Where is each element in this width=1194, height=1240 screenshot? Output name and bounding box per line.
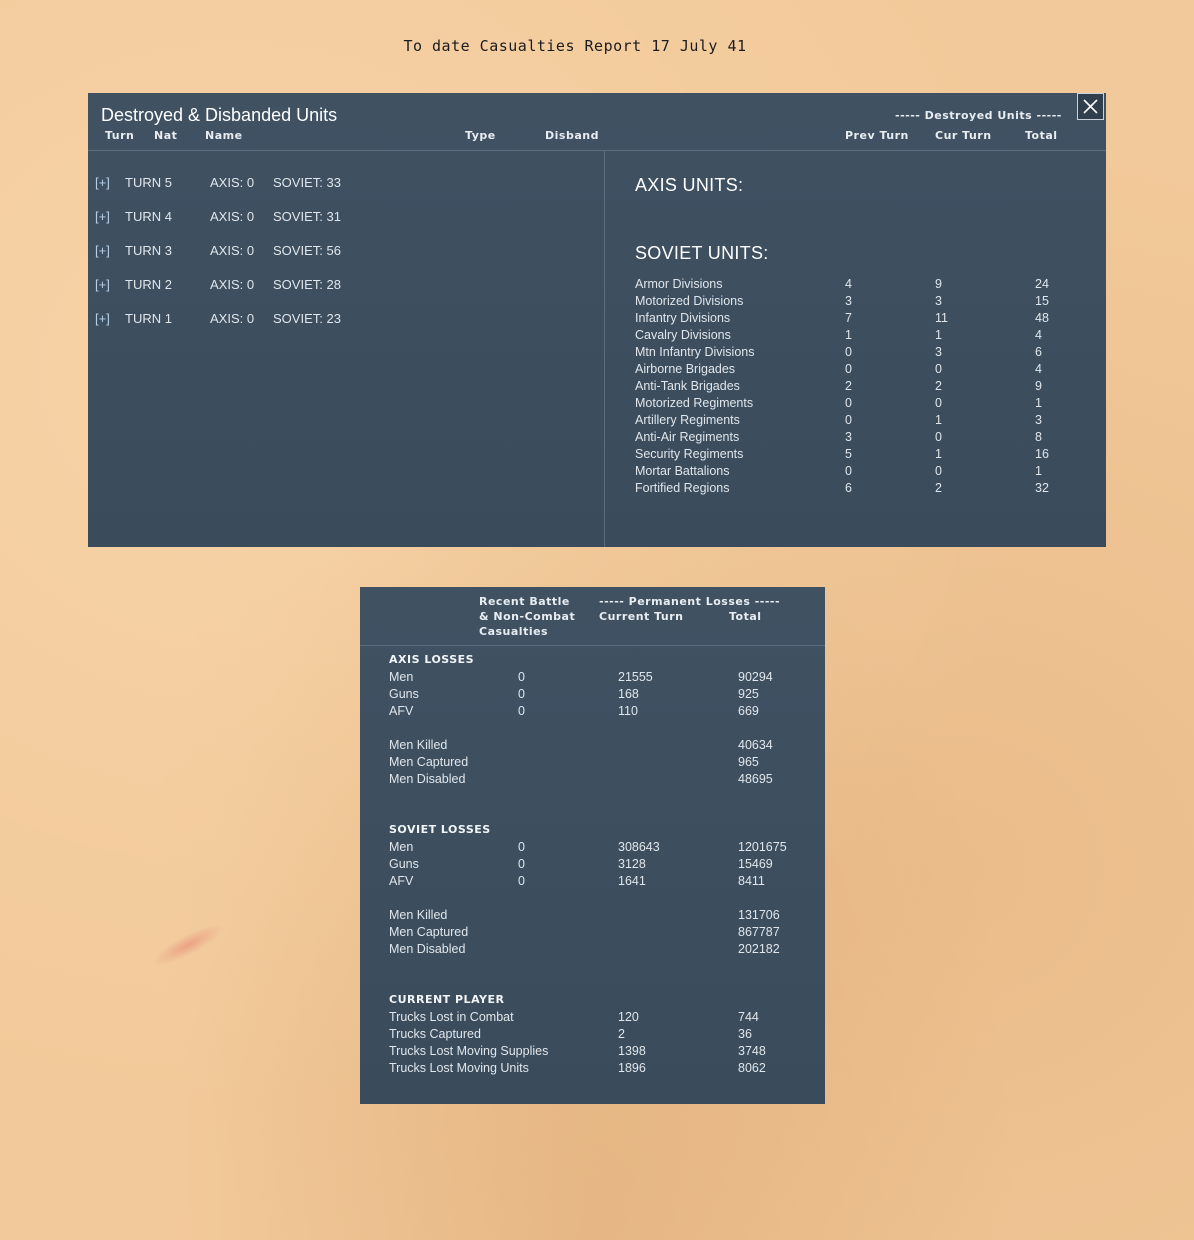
panel-title: Destroyed & Disbanded Units xyxy=(101,105,338,125)
recent-value: 0 xyxy=(518,857,525,871)
turn-label: TURN 3 xyxy=(125,243,172,258)
total-value: 131706 xyxy=(738,908,780,922)
loss-label: Men Disabled xyxy=(389,772,466,786)
cur-turn-value: 11 xyxy=(935,311,948,325)
prev-turn-value: 7 xyxy=(845,311,852,325)
cur-turn-value: 2 xyxy=(935,481,942,495)
cur-turn-value: 3 xyxy=(935,345,942,359)
current-turn-value: 21555 xyxy=(618,670,653,684)
col-header-disband[interactable]: Disband xyxy=(545,129,599,142)
unit-type-name: Security Regiments xyxy=(635,447,744,461)
col-header-recent-1: Recent Battle xyxy=(479,595,570,608)
soviet-count: SOVIET: 56 xyxy=(273,243,341,258)
loss-label: Men Captured xyxy=(389,925,469,939)
loss-label: Trucks Lost Moving Supplies xyxy=(389,1044,549,1058)
report-title: To date Casualties Report 17 July 41 xyxy=(403,37,747,55)
unit-type-name: Motorized Regiments xyxy=(635,396,754,410)
total-value: 4 xyxy=(1035,362,1042,376)
loss-label: Men xyxy=(389,840,414,854)
col-header-recent-2: & Non-Combat xyxy=(479,610,576,623)
current-turn-value: 1398 xyxy=(618,1044,646,1058)
paper-stain xyxy=(148,917,228,972)
cur-turn-value: 1 xyxy=(935,328,942,342)
cur-turn-value: 9 xyxy=(935,277,942,291)
unit-type-name: Mtn Infantry Divisions xyxy=(635,345,755,359)
col-header-turn[interactable]: Turn xyxy=(105,129,135,142)
prev-turn-value: 1 xyxy=(845,328,852,342)
axis-count: AXIS: 0 xyxy=(210,175,255,190)
total-value: 15 xyxy=(1035,294,1049,308)
unit-type-name: Mortar Battalions xyxy=(635,464,730,478)
prev-turn-value: 0 xyxy=(845,464,852,478)
total-value: 16 xyxy=(1035,447,1049,461)
loss-label: Trucks Lost in Combat xyxy=(389,1010,514,1024)
turn-label: TURN 2 xyxy=(125,277,172,292)
cur-turn-value: 0 xyxy=(935,464,942,478)
col-header-total: Total xyxy=(1025,129,1058,142)
cur-turn-value: 1 xyxy=(935,447,942,461)
total-value: 36 xyxy=(738,1027,752,1041)
recent-value: 0 xyxy=(518,704,525,718)
loss-label: AFV xyxy=(389,704,414,718)
col-header-nat[interactable]: Nat xyxy=(154,129,178,142)
soviet-count: SOVIET: 31 xyxy=(273,209,341,224)
total-value: 1 xyxy=(1035,396,1042,410)
total-value: 965 xyxy=(738,755,759,769)
close-icon xyxy=(1082,98,1099,115)
col-header-prev-turn: Prev Turn xyxy=(845,129,909,142)
turn-label: TURN 5 xyxy=(125,175,172,190)
expand-toggle[interactable]: [+] xyxy=(95,175,110,190)
col-header-name[interactable]: Name xyxy=(205,129,243,142)
total-value: 4 xyxy=(1035,328,1042,342)
destroyed-units-group-header: ----- Destroyed Units ----- xyxy=(895,109,1062,122)
total-value: 867787 xyxy=(738,925,780,939)
recent-value: 0 xyxy=(518,687,525,701)
prev-turn-value: 4 xyxy=(845,277,852,291)
axis-count: AXIS: 0 xyxy=(210,277,255,292)
recent-value: 0 xyxy=(518,840,525,854)
loss-label: AFV xyxy=(389,874,414,888)
unit-type-name: Infantry Divisions xyxy=(635,311,731,325)
loss-label: Trucks Lost Moving Units xyxy=(389,1061,529,1075)
total-value: 3 xyxy=(1035,413,1042,427)
cur-turn-value: 0 xyxy=(935,396,942,410)
total-value: 32 xyxy=(1035,481,1049,495)
total-value: 1201675 xyxy=(738,840,787,854)
soviet-count: SOVIET: 23 xyxy=(273,311,341,326)
soviet-count: SOVIET: 28 xyxy=(273,277,341,292)
current-turn-value: 1896 xyxy=(618,1061,646,1075)
total-value: 3748 xyxy=(738,1044,766,1058)
loss-label: Trucks Captured xyxy=(389,1027,481,1041)
unit-type-name: Anti-Tank Brigades xyxy=(635,379,740,393)
prev-turn-value: 3 xyxy=(845,430,852,444)
total-value: 6 xyxy=(1035,345,1042,359)
turn-row[interactable] xyxy=(88,175,604,195)
total-value: 8 xyxy=(1035,430,1042,444)
losses-panel xyxy=(360,587,825,1104)
expand-toggle[interactable]: [+] xyxy=(95,243,110,258)
col-header-cur-turn: Cur Turn xyxy=(935,129,992,142)
expand-toggle[interactable]: [+] xyxy=(95,277,110,292)
expand-toggle[interactable]: [+] xyxy=(95,209,110,224)
recent-value: 0 xyxy=(518,670,525,684)
loss-label: Men xyxy=(389,670,414,684)
axis-count: AXIS: 0 xyxy=(210,243,255,258)
current-turn-value: 120 xyxy=(618,1010,639,1024)
axis-units-heading: AXIS UNITS: xyxy=(635,175,744,195)
total-value: 669 xyxy=(738,704,759,718)
recent-value: 0 xyxy=(518,874,525,888)
current-player-heading: CURRENT PLAYER xyxy=(389,993,505,1006)
loss-label: Men Captured xyxy=(389,755,469,769)
current-turn-value: 1641 xyxy=(618,874,646,888)
prev-turn-value: 2 xyxy=(845,379,852,393)
total-value: 9 xyxy=(1035,379,1042,393)
loss-label: Guns xyxy=(389,687,419,701)
soviet-units-heading: SOVIET UNITS: xyxy=(635,243,769,263)
unit-type-name: Airborne Brigades xyxy=(635,362,736,376)
cur-turn-value: 2 xyxy=(935,379,942,393)
total-value: 744 xyxy=(738,1010,759,1024)
total-value: 24 xyxy=(1035,277,1049,291)
destroyed-units-panel xyxy=(88,93,1106,547)
unit-type-name: Cavalry Divisions xyxy=(635,328,731,342)
prev-turn-value: 0 xyxy=(845,362,852,376)
col-header-current-turn: Current Turn xyxy=(599,610,684,623)
total-value: 8062 xyxy=(738,1061,766,1075)
prev-turn-value: 5 xyxy=(845,447,852,461)
turn-label: TURN 4 xyxy=(125,209,172,224)
turn-row[interactable] xyxy=(88,243,604,263)
prev-turn-value: 0 xyxy=(845,396,852,410)
current-turn-value: 2 xyxy=(618,1027,625,1041)
expand-toggle[interactable]: [+] xyxy=(95,311,110,326)
unit-type-name: Anti-Air Regiments xyxy=(635,430,740,444)
loss-label: Guns xyxy=(389,857,419,871)
total-value: 202182 xyxy=(738,942,780,956)
current-turn-value: 3128 xyxy=(618,857,646,871)
unit-type-name: Motorized Divisions xyxy=(635,294,744,308)
soviet-count: SOVIET: 33 xyxy=(273,175,341,190)
prev-turn-value: 0 xyxy=(845,413,852,427)
loss-label: Men Killed xyxy=(389,738,448,752)
turn-row[interactable] xyxy=(88,311,604,331)
total-value: 15469 xyxy=(738,857,773,871)
total-value: 90294 xyxy=(738,670,773,684)
soviet-losses-heading: SOVIET LOSSES xyxy=(389,823,491,836)
col-header-type[interactable]: Type xyxy=(465,129,496,142)
total-value: 8411 xyxy=(738,874,765,888)
loss-label: Men Disabled xyxy=(389,942,466,956)
unit-type-name: Fortified Regions xyxy=(635,481,730,495)
unit-type-name: Armor Divisions xyxy=(635,277,723,291)
unit-type-name: Artillery Regiments xyxy=(635,413,740,427)
loss-label: Men Killed xyxy=(389,908,448,922)
current-turn-value: 168 xyxy=(618,687,639,701)
axis-count: AXIS: 0 xyxy=(210,209,255,224)
total-value: 48 xyxy=(1035,311,1049,325)
col-header-recent-3: Casualties xyxy=(479,625,549,638)
column-divider xyxy=(604,151,605,547)
cur-turn-value: 0 xyxy=(935,430,942,444)
axis-count: AXIS: 0 xyxy=(210,311,255,326)
turn-label: TURN 1 xyxy=(125,311,172,326)
total-value: 925 xyxy=(738,687,759,701)
prev-turn-value: 0 xyxy=(845,345,852,359)
cur-turn-value: 0 xyxy=(935,362,942,376)
turn-row[interactable] xyxy=(88,277,604,297)
close-button[interactable] xyxy=(1077,93,1104,120)
turn-row[interactable] xyxy=(88,209,604,229)
axis-losses-heading: AXIS LOSSES xyxy=(389,653,475,666)
cur-turn-value: 1 xyxy=(935,413,942,427)
current-turn-value: 308643 xyxy=(618,840,660,854)
header-divider xyxy=(360,645,825,646)
total-value: 48695 xyxy=(738,772,773,786)
prev-turn-value: 6 xyxy=(845,481,852,495)
total-value: 40634 xyxy=(738,738,773,752)
prev-turn-value: 3 xyxy=(845,294,852,308)
cur-turn-value: 3 xyxy=(935,294,942,308)
permanent-losses-group-header: ----- Permanent Losses ----- xyxy=(599,595,781,608)
total-value: 1 xyxy=(1035,464,1042,478)
col-header-total: Total xyxy=(729,610,762,623)
header-divider xyxy=(88,150,1106,151)
current-turn-value: 110 xyxy=(618,704,638,718)
